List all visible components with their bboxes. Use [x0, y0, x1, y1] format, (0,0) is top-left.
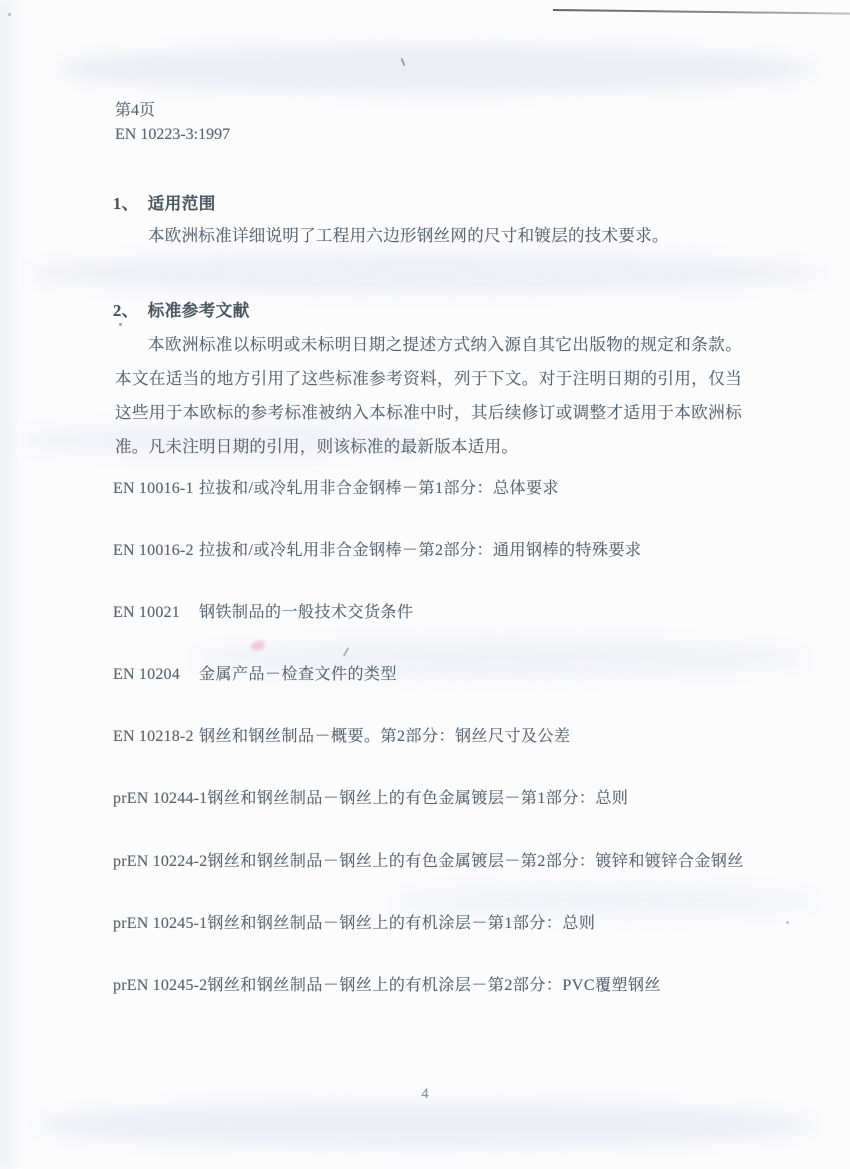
section-1-heading	[113, 190, 216, 214]
scan-shading-band	[55, 46, 815, 92]
reference-code: EN 10016-2	[113, 542, 194, 559]
scan-shading-band	[0, 0, 14, 1169]
scan-speck	[8, 13, 11, 16]
section-1-paragraph: 本欧洲标准详细说明了工程用六边形钢丝网的尺寸和镀层的技术要求。	[148, 226, 669, 245]
reference-title: 钢丝和钢丝制品－概要。第2部分：钢丝尺寸及公差	[199, 728, 571, 745]
reference-code: prEN 10244-1	[113, 790, 208, 807]
reference-row	[113, 663, 397, 687]
reference-title: 钢丝和钢丝制品－钢丝上的有色金属镀层－第1部分：总则	[207, 790, 629, 807]
reference-code: EN 10021	[113, 604, 180, 621]
reference-row	[113, 539, 641, 563]
reference-title: 钢丝和钢丝制品－钢丝上的有机涂层－第2部分：PVC覆塑钢丝	[207, 977, 662, 994]
scan-shading-band	[25, 253, 825, 293]
scan-speck	[250, 639, 266, 651]
section-2-number: 2、	[113, 301, 139, 320]
page-number: 4	[421, 1086, 429, 1102]
reference-code: EN 10204	[113, 666, 180, 683]
reference-row	[113, 850, 744, 874]
reference-row	[113, 477, 559, 501]
reference-code: prEN 10245-1	[113, 915, 208, 932]
reference-code: prEN 10224-2	[113, 853, 208, 870]
page-label: 第4页	[115, 102, 156, 119]
reference-title: 金属产品－检查文件的类型	[199, 666, 398, 683]
reference-code: EN 10218-2	[113, 728, 194, 745]
reference-title: 钢铁制品的一般技术交货条件	[199, 604, 414, 621]
section-2-title: 标准参考文献	[147, 301, 250, 320]
section-1-title: 适用范围	[147, 194, 216, 213]
section-1-number: 1、	[113, 194, 139, 213]
reference-code: prEN 10245-2	[113, 977, 208, 994]
reference-title: 钢丝和钢丝制品－钢丝上的有机涂层－第1部分：总则	[207, 915, 596, 932]
section-2-heading	[113, 297, 250, 321]
reference-title: 钢丝和钢丝制品－钢丝上的有色金属镀层－第2部分：镀锌和镀锌合金钢丝	[207, 853, 744, 870]
reference-code: EN 10016-1	[113, 480, 194, 497]
reference-title: 拉拔和/或冷轧用非合金钢棒－第2部分：通用钢棒的特殊要求	[199, 542, 642, 559]
reference-row	[113, 601, 414, 625]
document-header	[115, 99, 230, 147]
reference-title: 拉拔和/或冷轧用非合金钢棒－第1部分：总体要求	[199, 480, 559, 497]
scan-speck	[401, 58, 406, 66]
scan-shading-band	[35, 1103, 815, 1147]
standard-code: EN 10223-3:1997	[115, 126, 231, 143]
reference-row	[113, 787, 628, 811]
reference-row	[113, 725, 571, 749]
reference-row	[113, 912, 595, 936]
scan-speck	[786, 921, 789, 924]
scan-speck	[343, 647, 349, 657]
section-2-paragraph: 本欧洲标准以标明或未标明日期之提述方式纳入源自其它出版物的规定和条款。本文在适当的地方引用了这些标准参考资料，列于下文。对于注明日期的引用，仅当这些用于本欧标的参考标准被纳入本标准中时，其后续修订或调整才适用于本欧洲标准。凡未注明日期的引用，则该标准的最新版本适用。	[115, 335, 742, 456]
scan-speck	[119, 323, 122, 326]
scan-edge-line	[553, 9, 850, 15]
reference-row	[113, 974, 661, 998]
